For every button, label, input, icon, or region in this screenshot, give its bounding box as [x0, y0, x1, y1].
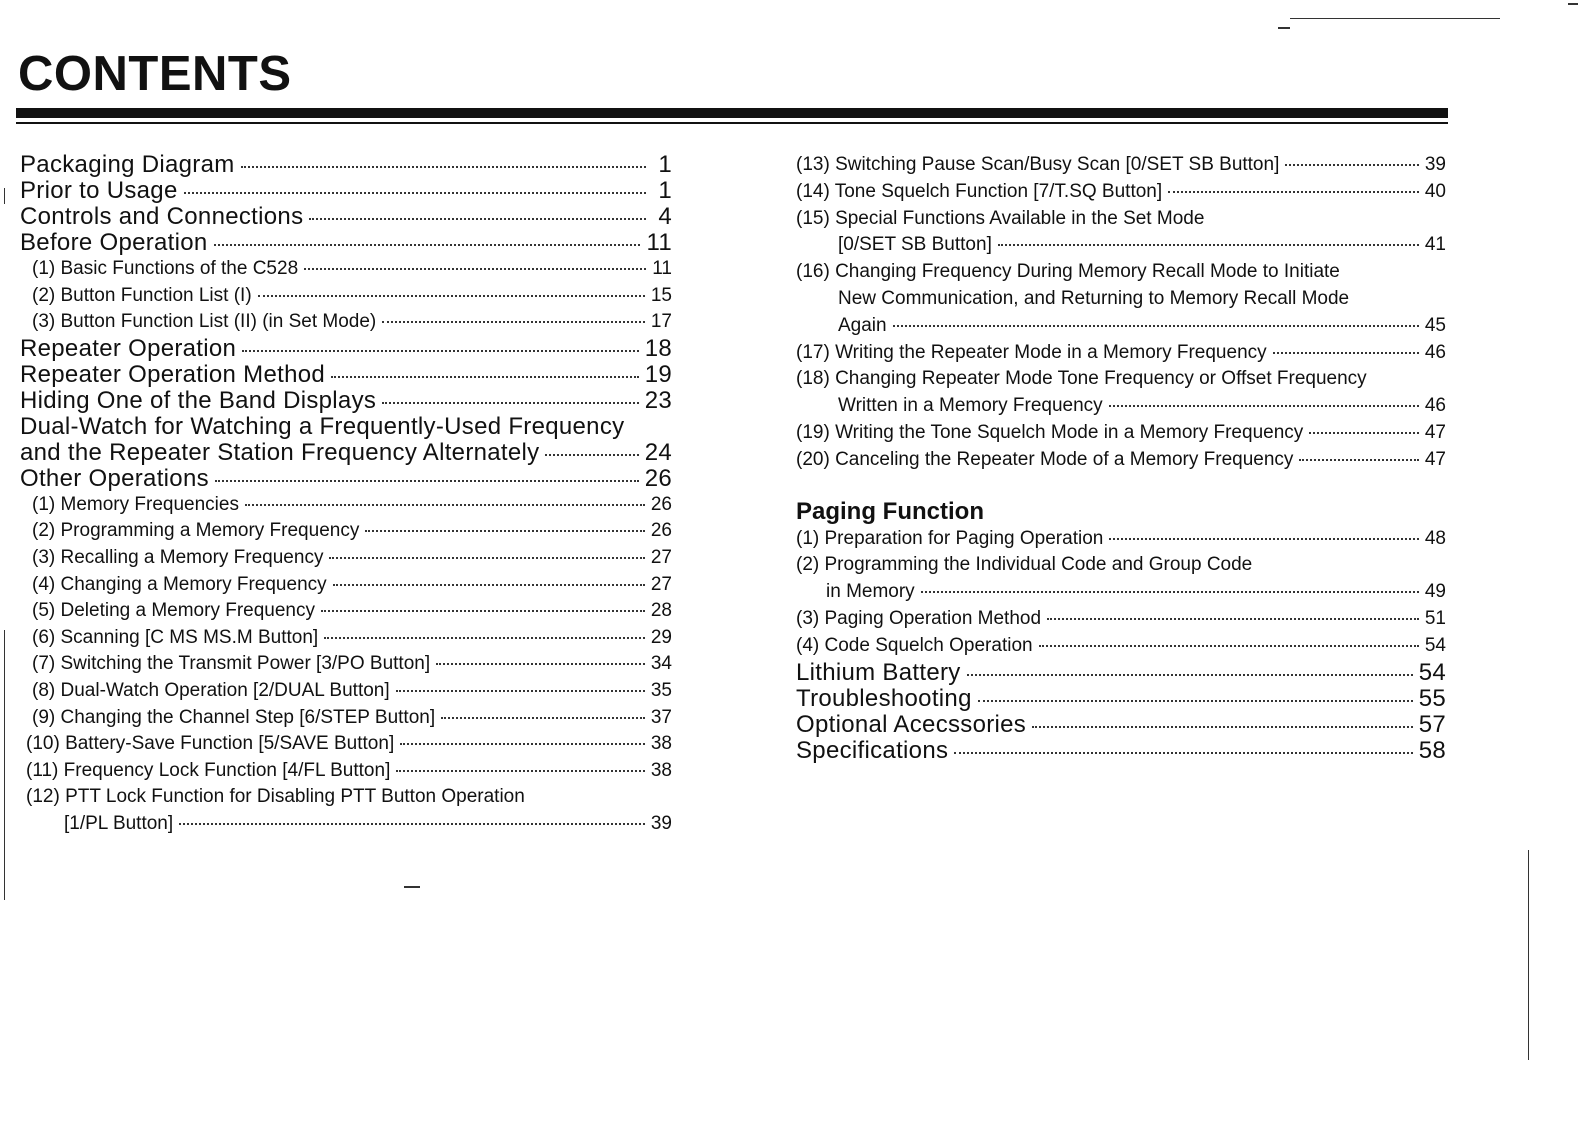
- toc-subentry[interactable]: (19) Writing the Tone Squelch Mode in a Memory Frequency 47: [796, 421, 1446, 443]
- scan-mark: [1278, 27, 1290, 29]
- toc-entry[interactable]: Troubleshooting 55: [796, 684, 1446, 712]
- toc-subentry[interactable]: (3) Recalling a Memory Frequency 27: [32, 546, 672, 568]
- toc-subentry[interactable]: (1) Memory Frequencies 26: [32, 493, 672, 515]
- scan-mark: [1568, 3, 1578, 5]
- toc-subentry[interactable]: (3) Paging Operation Method 51: [796, 607, 1446, 629]
- toc-subentry[interactable]: (18) Changing Repeater Mode Tone Frequency or Offset Frequency: [796, 368, 1367, 390]
- title-rule-thick: [16, 108, 1448, 118]
- toc-subentry-continuation[interactable]: [1/PL Button] 39: [64, 812, 672, 834]
- toc-subentry[interactable]: (2) Programming a Memory Frequency 26: [32, 520, 672, 542]
- toc-entry[interactable]: Repeater Operation 18: [20, 334, 672, 362]
- toc-entry[interactable]: Prior to Usage 1: [20, 177, 672, 204]
- toc-entry[interactable]: Other Operations 26: [20, 464, 672, 492]
- scan-mark: [4, 188, 5, 204]
- scan-mark: [4, 630, 5, 900]
- toc-entry[interactable]: Hiding One of the Band Displays 23: [20, 386, 672, 414]
- toc-subentry[interactable]: (13) Switching Pause Scan/Busy Scan [0/SET SB Button] 39: [796, 154, 1446, 175]
- scan-mark: [1290, 18, 1500, 19]
- toc-subentry[interactable]: (2) Programming the Individual Code and Group Code: [796, 554, 1253, 576]
- toc-subentry[interactable]: (5) Deleting a Memory Frequency 28: [32, 600, 672, 622]
- toc-subentry-continuation[interactable]: Written in a Memory Frequency 46: [838, 395, 1446, 417]
- toc-subentry[interactable]: (3) Button Function List (II) (in Set Mode) 17: [32, 311, 672, 333]
- toc-entry[interactable]: Controls and Connections 4: [20, 203, 672, 230]
- toc-entry[interactable]: Before Operation 11: [20, 229, 672, 256]
- toc-subentry[interactable]: (14) Tone Squelch Function [7/T.SQ Button] 40: [796, 180, 1446, 202]
- title-rule-thin: [16, 122, 1448, 124]
- toc-subentry[interactable]: (10) Battery-Save Function [5/SAVE Button] 38: [26, 733, 672, 755]
- scan-mark: [1528, 850, 1529, 1060]
- toc-entry[interactable]: Optional Acecssories 57: [796, 710, 1446, 738]
- toc-subentry[interactable]: (7) Switching the Transmit Power [3/PO Button] 34: [32, 653, 672, 675]
- toc-subentry-continuation[interactable]: in Memory 49: [826, 581, 1446, 603]
- toc-subentry-continuation[interactable]: New Communication, and Returning to Memory Recall Mode: [838, 287, 1350, 309]
- toc-subentry[interactable]: (4) Code Squelch Operation 54: [796, 634, 1446, 656]
- toc-left-column: [20, 152, 672, 838]
- toc-subentry[interactable]: (12) PTT Lock Function for Disabling PTT Button Operation: [26, 786, 525, 808]
- toc-subentry[interactable]: (4) Changing a Memory Frequency 27: [32, 573, 672, 595]
- toc-subentry[interactable]: (16) Changing Frequency During Memory Recall Mode to Initiate: [796, 261, 1340, 283]
- toc-subentry[interactable]: (1) Preparation for Paging Operation 48: [796, 527, 1446, 549]
- toc-subentry-continuation[interactable]: Again 45: [838, 314, 1446, 336]
- toc-entry[interactable]: Lithium Battery 54: [796, 658, 1446, 686]
- toc-subentry[interactable]: (9) Changing the Channel Step [6/STEP Button] 37: [32, 706, 672, 728]
- toc-entry[interactable]: Packaging Diagram 1: [20, 151, 672, 178]
- toc-entry[interactable]: Repeater Operation Method 19: [20, 360, 672, 388]
- toc-subentry[interactable]: (6) Scanning [C MS MS.M Button] 29: [32, 626, 672, 648]
- section-heading-paging: Paging Function: [796, 497, 984, 525]
- toc-entry-continuation[interactable]: and the Repeater Station Frequency Alternately 24: [20, 438, 672, 466]
- toc-subentry[interactable]: (17) Writing the Repeater Mode in a Memory Frequency 46: [796, 341, 1446, 363]
- toc-subentry-continuation[interactable]: [0/SET SB Button] 41: [838, 234, 1446, 256]
- scan-mark: [404, 886, 420, 888]
- toc-subentry[interactable]: (15) Special Functions Available in the Set Mode: [796, 207, 1205, 229]
- toc-subentry[interactable]: (2) Button Function List (I) 15: [32, 284, 672, 306]
- toc-subentry[interactable]: (1) Basic Functions of the C528 11: [32, 258, 672, 279]
- page-title: CONTENTS: [18, 47, 292, 101]
- toc-subentry[interactable]: (11) Frequency Lock Function [4/FL Button] 38: [26, 759, 672, 781]
- toc-entry[interactable]: Dual-Watch for Watching a Frequently-Used Frequency: [20, 412, 625, 440]
- toc-right-column: [796, 152, 1446, 764]
- toc-entry[interactable]: Specifications 58: [796, 736, 1446, 764]
- toc-subentry[interactable]: (20) Canceling the Repeater Mode of a Memory Frequency 47: [796, 448, 1446, 470]
- toc-subentry[interactable]: (8) Dual-Watch Operation [2/DUAL Button] 35: [32, 679, 672, 701]
